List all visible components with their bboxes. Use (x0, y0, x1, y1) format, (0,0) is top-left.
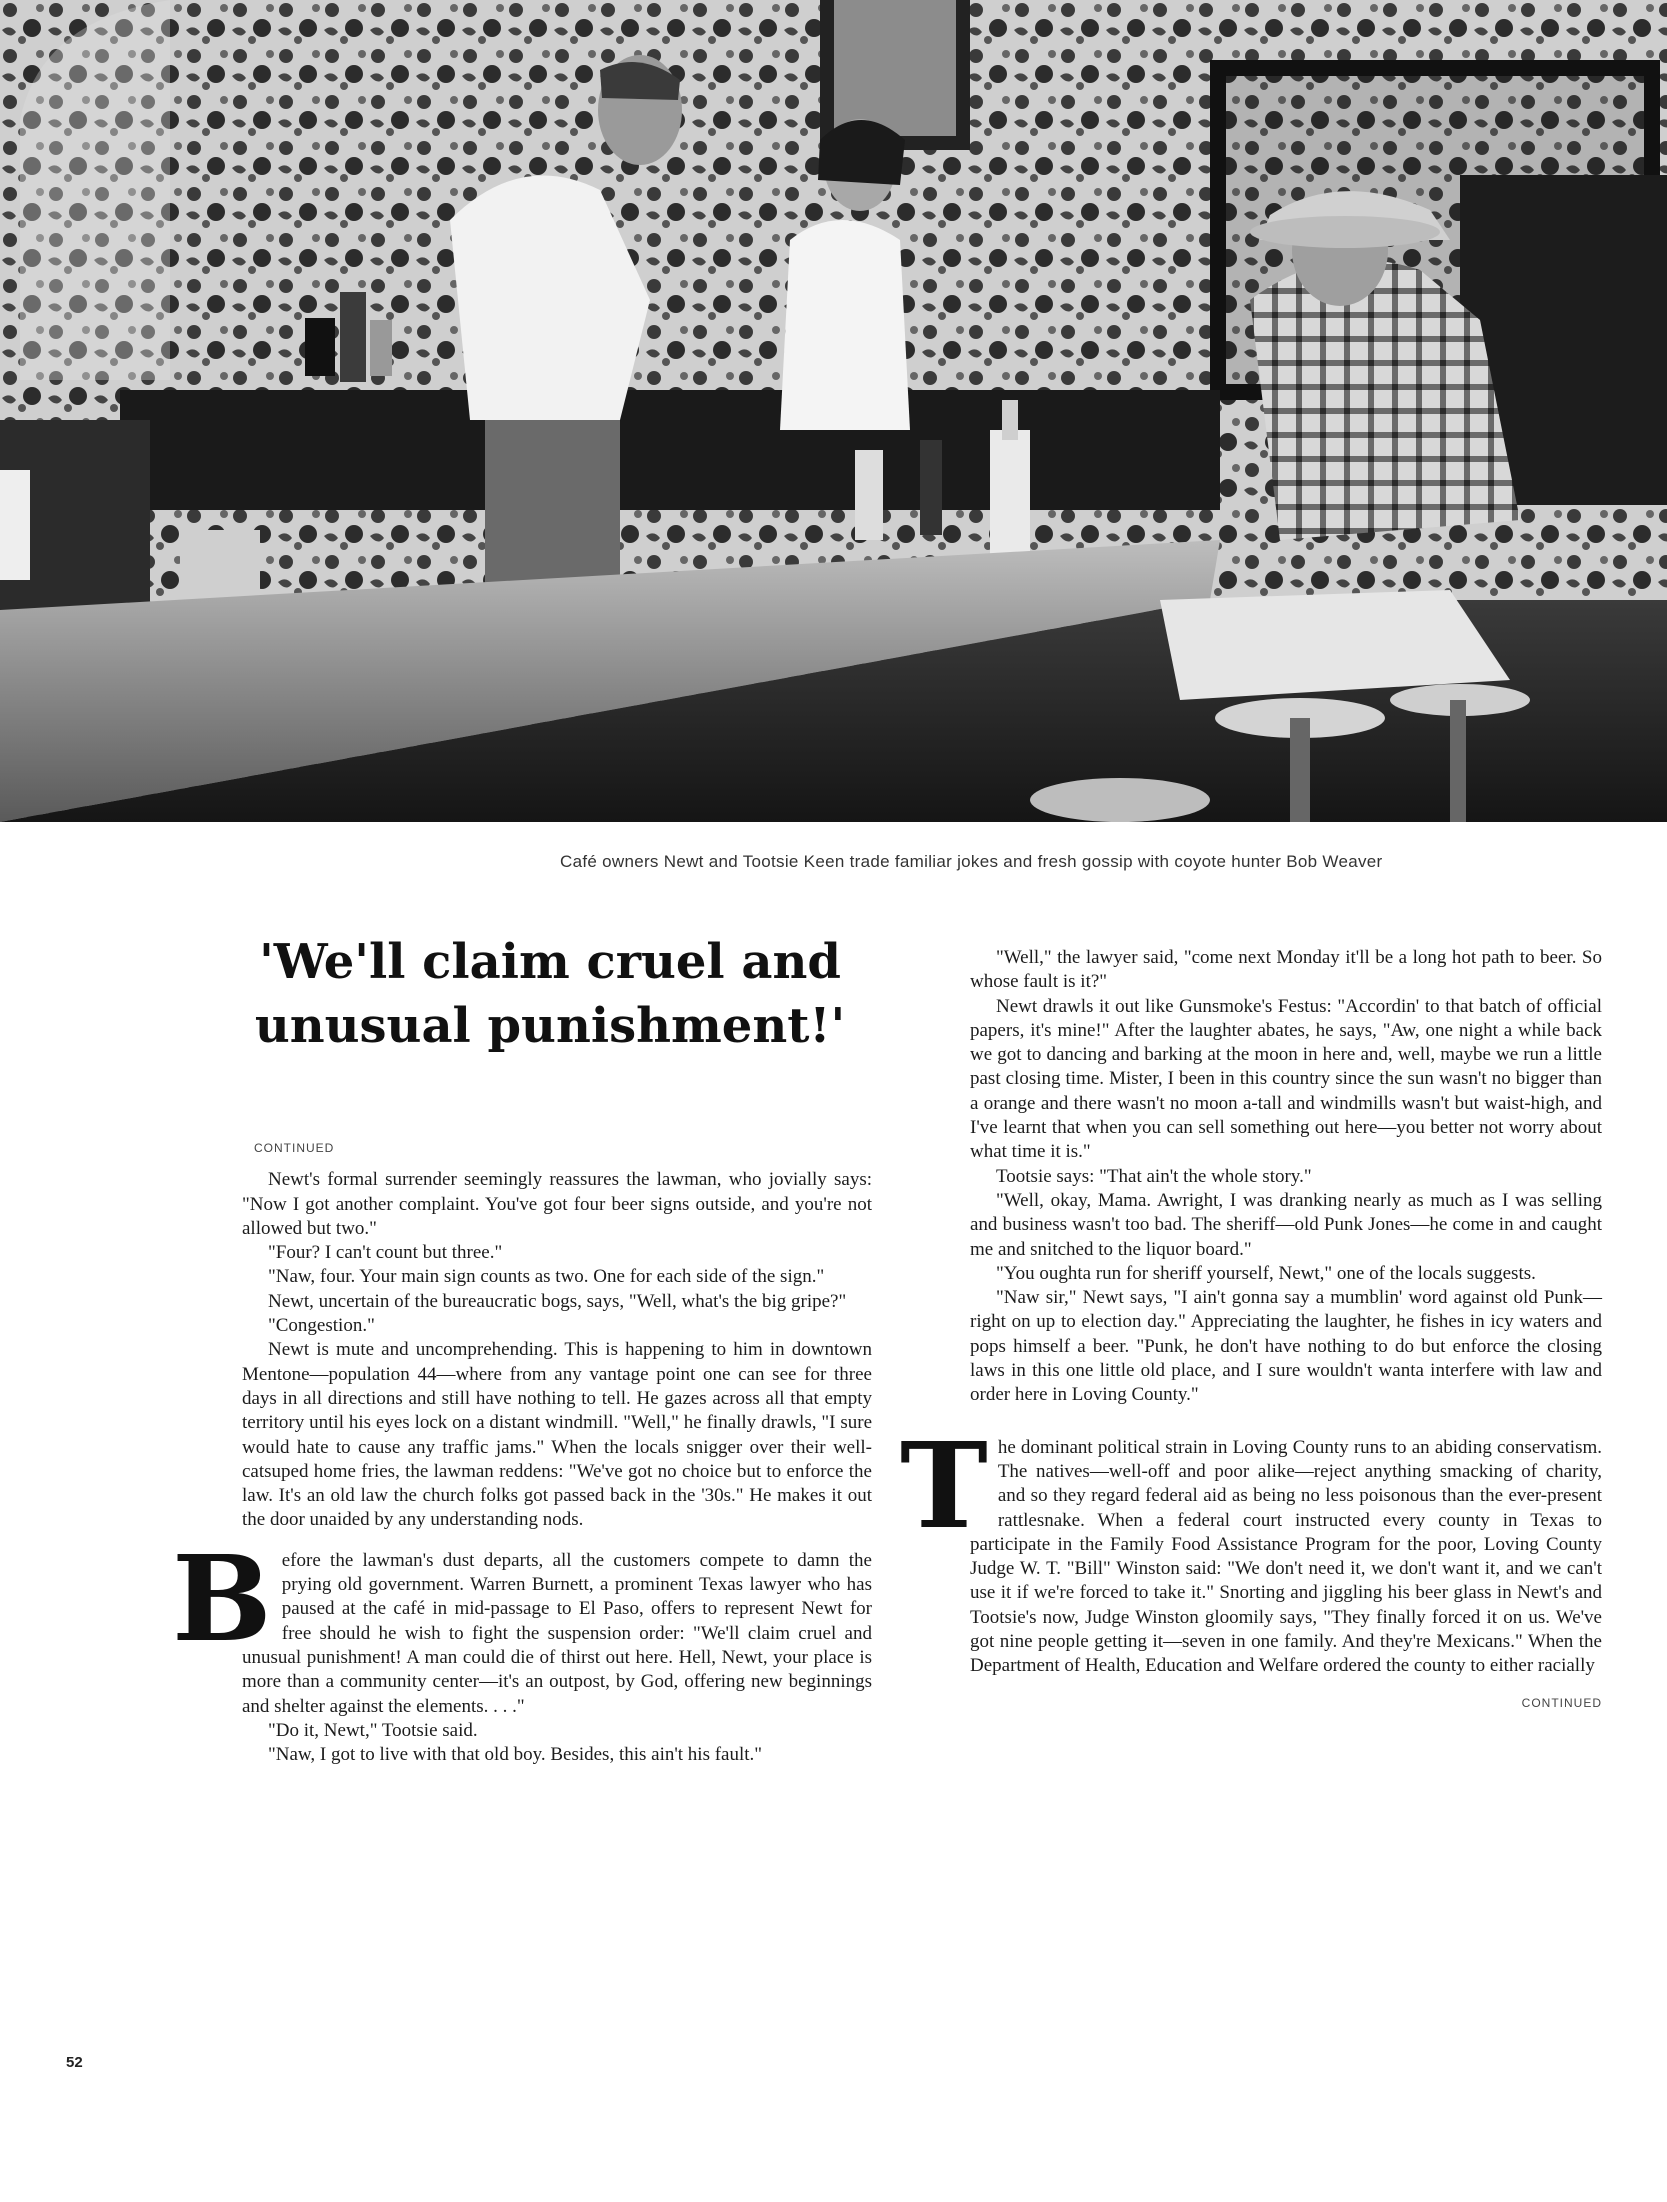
page-number: 52 (66, 2054, 83, 2071)
paragraph: "Naw, four. Your main sign counts as two. One for each side of the sign." (268, 1266, 825, 1288)
paragraph (900, 1415, 1602, 1679)
paragraph: "Well, okay, Mama. Awright, I was dranking nearly as much as I was selling and business wasn't too bad. The sheriff—old Punk Jones—he come in and caught me and snitched to the liquor board." (970, 1189, 1602, 1260)
paragraph: Newt is mute and uncomprehending. This is happening to him in downtown Mentone—population 44—where from any vantage point one can see for three days in all directions and still have nothing to tell. He gazes across all that empty territory until his eyes lock on a distant windmill. "Well," he finally drawls, "I sure would hate to cause any traffic jams." When the locals snigger over their well-catsuped home fries, the lawman reddens: "We've got no choice but to enforce the law. It's an old law the church folks got passed back in the '30s." He makes it out the door unaided by any understanding nods. (242, 1339, 872, 1531)
paragraph: "Naw sir," Newt says, "I ain't gonna say a mumblin' word against old Punk—right on up to election day." Appreciating the laughter, he fishes in icy waters and pops himself a beer. "Punk, he don't have nothing to do but enforce the closing laws in this one little old place, and I sure wouldn't wanta interfere with law and order here in Loving County." (970, 1287, 1602, 1406)
paragraph: "Four? I can't count but three." (268, 1242, 503, 1264)
paragraph: "Do it, Newt," Tootsie said. (268, 1719, 478, 1741)
paragraph: Newt's formal surrender seemingly reassures the lawman, who jovially says: "Now I got another complaint. You've got four beer signs outside, and you're not allowed but two." (242, 1169, 872, 1239)
dropcap-section (172, 1528, 872, 1768)
paragraph: Newt, uncertain of the bureaucratic bogs, says, "Well, what's the big gripe?" (268, 1290, 847, 1312)
paragraph: Tootsie says: "That ain't the whole story." (996, 1165, 1312, 1187)
paragraph: "Congestion." (268, 1315, 375, 1337)
paragraph: "You oughta run for sheriff yourself, Newt," one of the locals suggests. (996, 1262, 1536, 1284)
drop-cap: T (900, 1415, 988, 1555)
paragraph: "Naw, I got to live with that old boy. Besides, this ain't his fault." (268, 1744, 763, 1766)
cafe-photo (0, 0, 1667, 822)
right-column (900, 946, 1602, 1715)
drop-cap: B (172, 1528, 272, 1668)
continued-label: CONTINUED (1521, 1695, 1602, 1710)
continued-label: CONTINUED (254, 1141, 335, 1155)
paragraph: "Well," the lawyer said, "come next Monday it'll be a long hot path to beer. So whose fault is it?" (970, 947, 1602, 993)
left-column (172, 1136, 872, 1767)
dropcap-section (900, 1415, 1602, 1679)
photo-caption: Café owners Newt and Tootsie Keen trade familiar jokes and fresh gossip with coyote hunter Bob Weaver (560, 852, 1383, 871)
article-headline: 'We'll claim cruel and unusual punishment!' (254, 934, 846, 1054)
paragraph: Newt drawls it out like Gunsmoke's Festus: "Accordin' to that batch of official papers, it's mine!" After the laughter abates, he says, "Aw, one night a while back we got to dancing and barking at the moon in here and, well, maybe we run a little past closing time. Mister, I been in this country since the sun wasn't no bigger than a orange and there wasn't no moon a-tall and windmills wasn't but waist-high, and I've learnt that when you can sell something out here—you better not worry about what time it is." (970, 995, 1602, 1163)
paragraph-text: he dominant political strain in Loving County runs to an abiding conservatism. The natives—well-off and poor alike—reject anything smacking of charity, and so they regard federal aid as being no less poisonous than the ever-present rattlesnake. When a federal court instructed every county in Texas to participate in the Family Food Assistance Program for the poor, Loving County Judge W. T. "Bill" Winston said: "We don't need it, we don't want it, and we can't use it if we're forced to take it." Snorting and jiggling his beer glass in Newt's and Tootsie's now, Judge Winston gloomily says, "They finally forced it on us. We've got nine people getting it—seven in one family. And they're Mexicans." When the Department of Health, Education and Welfare ordered the county to either racially (970, 1436, 1602, 1677)
paragraph-text: efore the lawman's dust departs, all the customers compete to damn the prying old government. Warren Burnett, a prominent Texas lawyer who has paused at the café in mid-passage to El Paso, offers to represent Newt for free should he wish to fight the suspension order: "We'll claim cruel and unusual punishment! A man could die of thirst out here. Hell, Newt, your place is more than a community center—it's an outpost, by God, offering new beginnings and shelter against the elements. . . ." (242, 1549, 872, 1717)
paragraph (172, 1528, 872, 1719)
